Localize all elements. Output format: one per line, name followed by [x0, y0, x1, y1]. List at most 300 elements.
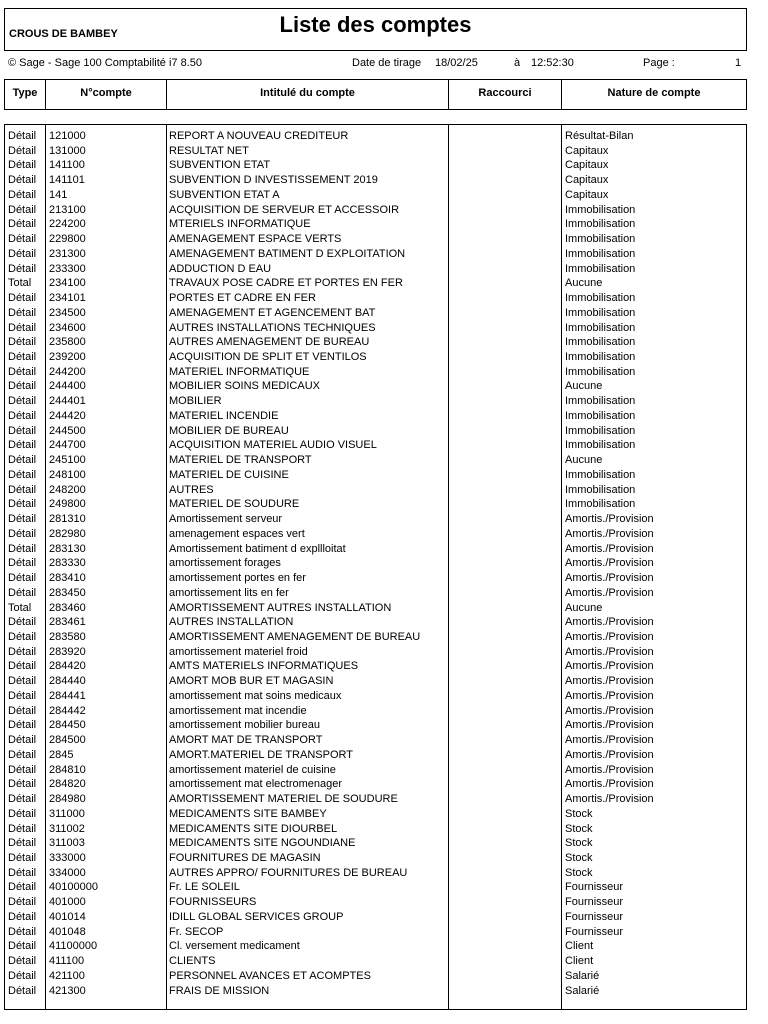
account-label-cell: AMTS MATERIELS INFORMATIQUES: [169, 660, 359, 673]
account-nature-cell: Fournisseur: [565, 881, 624, 894]
account-type-cell: Détail: [8, 174, 37, 187]
account-label-cell: MATERIEL DE TRANSPORT: [169, 454, 312, 467]
account-number-cell: 121000: [49, 130, 86, 142]
account-label-cell: AMENAGEMENT ET AGENCEMENT BAT: [169, 306, 376, 319]
account-nature-cell: Immobilisation: [565, 365, 636, 378]
account-type-cell: Détail: [8, 837, 37, 850]
account-number-cell: 131000: [49, 144, 86, 157]
account-type-cell: Détail: [8, 483, 37, 496]
account-label-cell: AMORT MAT DE TRANSPORT: [169, 734, 323, 747]
table-row: [5, 822, 746, 837]
account-number-cell: 311000: [49, 807, 85, 820]
account-nature-cell: Immobilisation: [565, 336, 636, 349]
account-nature-cell: Amortis./Provision: [565, 778, 654, 791]
table-row: [5, 173, 746, 188]
account-type-cell: Détail: [8, 630, 37, 643]
print-date-label: Date de tirage: [352, 57, 422, 69]
account-label-cell: CLIENTS: [169, 955, 216, 968]
account-label-cell: AMORTISSEMENT MATERIEL DE SOUDURE: [169, 793, 398, 806]
account-nature-cell: Amortis./Provision: [565, 527, 654, 540]
account-label-cell: ACQUISITION DE SERVEUR ET ACCESSOIR: [169, 203, 400, 216]
account-number-cell: 284450: [49, 719, 86, 732]
account-label-cell: MATERIEL DE CUISINE: [169, 468, 289, 481]
account-number-cell: 284420: [49, 660, 86, 673]
table-row: [5, 939, 746, 954]
account-nature-cell: Immobilisation: [565, 292, 636, 305]
table-row: [5, 291, 746, 306]
account-label-cell: RESULTAT NET: [169, 144, 249, 157]
account-number-cell: 283130: [49, 542, 86, 555]
account-label-cell: ACQUISITION DE SPLIT ET VENTILOS: [169, 351, 367, 364]
account-nature-cell: Amortis./Provision: [565, 557, 654, 570]
account-nature-cell: Immobilisation: [565, 468, 636, 481]
account-nature-cell: Amortis./Provision: [565, 763, 654, 776]
account-nature-cell: Amortis./Provision: [565, 616, 654, 629]
table-row: [5, 129, 746, 144]
account-number-cell: 244401: [49, 395, 86, 408]
account-type-cell: Détail: [8, 969, 37, 982]
account-number-cell: 283330: [49, 557, 86, 570]
account-number-cell: 334000: [49, 866, 86, 879]
account-type-cell: Détail: [8, 660, 37, 673]
account-label-cell: amortissement forages: [169, 557, 281, 570]
account-type-cell: Détail: [8, 409, 37, 422]
table-row: [5, 792, 746, 807]
account-label-cell: AUTRES APPRO/ FOURNITURES DE BUREAU: [169, 866, 408, 879]
account-nature-cell: Immobilisation: [565, 218, 636, 231]
account-label-cell: AMENAGEMENT BATIMENT D EXPLOITATION: [169, 247, 406, 260]
account-label-cell: MTERIELS INFORMATIQUE: [169, 218, 311, 231]
account-nature-cell: Immobilisation: [565, 351, 636, 364]
table-row: [5, 733, 746, 748]
account-nature-cell: Amortis./Provision: [565, 542, 654, 555]
account-nature-cell: Salarié: [565, 984, 600, 997]
account-nature-cell: Client: [565, 940, 594, 953]
table-row: [5, 203, 746, 218]
table-row: [5, 438, 746, 453]
accounts-rows: [5, 129, 746, 998]
account-nature-cell: Amortis./Provision: [565, 719, 654, 732]
account-number-cell: 283410: [49, 572, 86, 585]
print-time: 12:52:30: [531, 57, 574, 69]
account-nature-cell: Immobilisation: [565, 203, 636, 216]
account-label-cell: Fr. SECOP: [169, 925, 224, 938]
account-nature-cell: Client: [565, 955, 594, 968]
account-number-cell: 244700: [49, 439, 86, 452]
table-row: [5, 379, 746, 394]
account-nature-cell: Capitaux: [565, 144, 609, 157]
table-row: [5, 645, 746, 660]
column-header-nature: Nature de compte: [561, 80, 746, 109]
account-number-cell: 141100: [49, 159, 85, 172]
account-nature-cell: Immobilisation: [565, 483, 636, 496]
account-label-cell: ACQUISITION MATERIEL AUDIO VISUEL: [169, 439, 377, 452]
table-row: [5, 350, 746, 365]
account-label-cell: amortissement mobilier bureau: [169, 719, 321, 732]
account-number-cell: 213100: [49, 203, 86, 216]
account-label-cell: FOURNITURES DE MAGASIN: [169, 851, 321, 864]
account-type-cell: Détail: [8, 807, 37, 820]
account-number-cell: 249800: [49, 498, 86, 511]
account-label-cell: MEDICAMENTS SITE DIOURBEL: [169, 822, 338, 835]
account-nature-cell: Amortis./Provision: [565, 630, 654, 643]
account-number-cell: 244400: [49, 380, 86, 393]
account-label-cell: ADDUCTION D EAU: [169, 262, 272, 275]
account-number-cell: 284442: [49, 704, 86, 717]
account-type-cell: Détail: [8, 689, 37, 702]
accounts-table: [4, 124, 747, 1010]
account-type-cell: Détail: [8, 218, 37, 231]
account-label-cell: MATERIEL INCENDIE: [169, 409, 279, 422]
account-number-cell: 283461: [49, 616, 86, 629]
account-number-cell: 421300: [49, 984, 86, 997]
account-nature-cell: Amortis./Provision: [565, 660, 654, 673]
account-label-cell: FRAIS DE MISSION: [169, 984, 270, 997]
table-row: [5, 542, 746, 557]
account-nature-cell: Aucune: [565, 454, 603, 467]
account-type-cell: Détail: [8, 247, 37, 260]
column-header-label: Intitulé du compte: [166, 80, 448, 109]
table-row: [5, 866, 746, 881]
table-row: [5, 217, 746, 232]
account-label-cell: amenagement espaces vert: [169, 527, 305, 540]
account-nature-cell: Amortis./Provision: [565, 734, 654, 747]
account-number-cell: 231300: [49, 247, 86, 260]
table-row: [5, 232, 746, 247]
account-type-cell: Total: [8, 601, 32, 614]
account-label-cell: amortissement mat soins medicaux: [169, 689, 342, 702]
account-label-cell: MEDICAMENTS SITE NGOUNDIANE: [169, 837, 356, 850]
table-row: [5, 512, 746, 527]
account-number-cell: 141: [49, 188, 68, 201]
account-type-cell: Détail: [8, 527, 37, 540]
account-nature-cell: Amortis./Provision: [565, 748, 654, 761]
page-number: 1: [735, 57, 742, 69]
account-nature-cell: Aucune: [565, 601, 603, 614]
account-type-cell: Détail: [8, 321, 37, 334]
account-nature-cell: Immobilisation: [565, 233, 636, 246]
account-type-cell: Détail: [8, 866, 37, 879]
account-nature-cell: Immobilisation: [565, 247, 636, 260]
table-row: [5, 630, 746, 645]
account-nature-cell: Immobilisation: [565, 262, 636, 275]
table-row: [5, 453, 746, 468]
account-type-cell: Détail: [8, 734, 37, 747]
account-nature-cell: Immobilisation: [565, 424, 636, 437]
account-nature-cell: Amortis./Provision: [565, 675, 654, 688]
account-type-cell: Détail: [8, 468, 37, 481]
account-label-cell: MATERIEL DE SOUDURE: [169, 498, 300, 511]
account-type-cell: Détail: [8, 395, 37, 408]
account-type-cell: Détail: [8, 336, 37, 349]
table-row: [5, 925, 746, 940]
account-number-cell: 229800: [49, 233, 86, 246]
account-number-cell: 311003: [49, 837, 85, 850]
account-nature-cell: Fournisseur: [565, 896, 624, 909]
account-type-cell: Détail: [8, 557, 37, 570]
table-row: [5, 777, 746, 792]
account-type-cell: Détail: [8, 616, 37, 629]
account-type-cell: Détail: [8, 763, 37, 776]
table-row: [5, 497, 746, 512]
account-nature-cell: Amortis./Provision: [565, 586, 654, 599]
account-type-cell: Total: [8, 277, 32, 290]
account-number-cell: 282980: [49, 527, 86, 540]
account-number-cell: 283450: [49, 586, 86, 599]
print-time-label: à: [514, 57, 521, 69]
account-type-cell: Détail: [8, 513, 37, 526]
table-row: [5, 984, 746, 999]
account-label-cell: PORTES ET CADRE EN FER: [169, 292, 316, 305]
account-number-cell: 333000: [49, 851, 86, 864]
account-nature-cell: Capitaux: [565, 188, 609, 201]
account-type-cell: Détail: [8, 144, 37, 157]
column-header-row: [4, 79, 747, 110]
account-label-cell: amortissement lits en fer: [169, 586, 289, 599]
table-row: [5, 880, 746, 895]
account-number-cell: 141101: [49, 174, 85, 187]
account-number-cell: 41100000: [49, 940, 98, 953]
account-type-cell: Détail: [8, 793, 37, 806]
table-row: [5, 335, 746, 350]
account-label-cell: AUTRES INSTALLATIONS TECHNIQUES: [169, 321, 376, 334]
account-nature-cell: Immobilisation: [565, 498, 636, 511]
account-label-cell: FOURNISSEURS: [169, 896, 257, 909]
column-header-shortcut: Raccourci: [448, 80, 561, 109]
table-row: [5, 704, 746, 719]
account-nature-cell: Stock: [565, 822, 593, 835]
account-number-cell: 233300: [49, 262, 86, 275]
account-nature-cell: Immobilisation: [565, 409, 636, 422]
account-type-cell: Détail: [8, 955, 37, 968]
account-number-cell: 235800: [49, 336, 86, 349]
account-label-cell: AMORTISSEMENT AMENAGEMENT DE BUREAU: [169, 630, 421, 643]
account-number-cell: 234500: [49, 306, 86, 319]
account-number-cell: 244420: [49, 409, 86, 422]
table-row: [5, 674, 746, 689]
account-label-cell: IDILL GLOBAL SERVICES GROUP: [169, 910, 344, 923]
table-row: [5, 571, 746, 586]
account-number-cell: 411100: [49, 955, 85, 968]
account-type-cell: Détail: [8, 439, 37, 452]
account-label-cell: amortissement materiel froid: [169, 645, 308, 658]
account-number-cell: 311002: [49, 822, 85, 835]
account-number-cell: 244500: [49, 424, 86, 437]
table-row: [5, 718, 746, 733]
table-row: [5, 365, 746, 380]
account-label-cell: amortissement portes en fer: [169, 572, 306, 585]
account-nature-cell: Fournisseur: [565, 910, 624, 923]
account-nature-cell: Immobilisation: [565, 439, 636, 452]
account-nature-cell: Stock: [565, 866, 593, 879]
account-nature-cell: Aucune: [565, 380, 603, 393]
account-type-cell: Détail: [8, 778, 37, 791]
account-type-cell: Détail: [8, 984, 37, 997]
account-label-cell: AMORTISSEMENT AUTRES INSTALLATION: [169, 601, 392, 614]
account-nature-cell: Amortis./Provision: [565, 645, 654, 658]
table-row: [5, 659, 746, 674]
account-number-cell: 284820: [49, 778, 86, 791]
account-number-cell: 284440: [49, 675, 86, 688]
account-nature-cell: Résultat-Bilan: [565, 130, 634, 142]
print-date: 18/02/25: [435, 57, 478, 69]
account-number-cell: 248200: [49, 483, 86, 496]
account-nature-cell: Amortis./Provision: [565, 572, 654, 585]
account-type-cell: Détail: [8, 424, 37, 437]
account-type-cell: Détail: [8, 851, 37, 864]
account-type-cell: Détail: [8, 233, 37, 246]
account-label-cell: Amortissement batiment d expllloitat: [169, 542, 346, 555]
account-number-cell: 234600: [49, 321, 86, 334]
table-row: [5, 910, 746, 925]
account-label-cell: Fr. LE SOLEIL: [169, 881, 240, 894]
account-number-cell: 283580: [49, 630, 86, 643]
table-row: [5, 468, 746, 483]
account-type-cell: Détail: [8, 645, 37, 658]
account-number-cell: 281310: [49, 513, 86, 526]
account-type-cell: Détail: [8, 748, 37, 761]
account-label-cell: MATERIEL INFORMATIQUE: [169, 365, 310, 378]
account-number-cell: 401000: [49, 896, 86, 909]
account-type-cell: Détail: [8, 262, 37, 275]
account-type-cell: Détail: [8, 203, 37, 216]
account-label-cell: AMORT MOB BUR ET MAGASIN: [169, 675, 334, 688]
account-number-cell: 284441: [49, 689, 86, 702]
account-type-cell: Détail: [8, 675, 37, 688]
table-row: [5, 321, 746, 336]
account-type-cell: Détail: [8, 292, 37, 305]
account-number-cell: 284810: [49, 763, 86, 776]
report-title-box: [4, 8, 747, 51]
table-row: [5, 188, 746, 203]
account-type-cell: Détail: [8, 940, 37, 953]
account-label-cell: MEDICAMENTS SITE BAMBEY: [169, 807, 327, 820]
page-title: Liste des comptes: [279, 12, 472, 37]
account-number-cell: 284500: [49, 734, 86, 747]
account-number-cell: 224200: [49, 218, 86, 231]
table-row: [5, 247, 746, 262]
account-label-cell: TRAVAUX POSE CADRE ET PORTES EN FER: [169, 277, 403, 290]
account-type-cell: Détail: [8, 910, 37, 923]
software-version: © Sage - Sage 100 Comptabilité i7 8.50: [8, 57, 203, 69]
account-type-cell: Détail: [8, 586, 37, 599]
table-row: [5, 748, 746, 763]
account-label-cell: SUBVENTION D INVESTISSEMENT 2019: [169, 174, 378, 187]
account-type-cell: Détail: [8, 704, 37, 717]
account-number-cell: 245100: [49, 454, 86, 467]
account-type-cell: Détail: [8, 188, 37, 201]
account-label-cell: Cl. versement medicament: [169, 940, 300, 953]
table-row: [5, 262, 746, 277]
account-nature-cell: Amortis./Provision: [565, 689, 654, 702]
account-label-cell: AUTRES AMENAGEMENT DE BUREAU: [169, 336, 370, 349]
account-number-cell: 40100000: [49, 881, 98, 894]
account-number-cell: 283460: [49, 601, 86, 614]
account-label-cell: REPORT A NOUVEAU CREDITEUR: [169, 130, 349, 142]
account-nature-cell: Stock: [565, 851, 593, 864]
account-type-cell: Détail: [8, 351, 37, 364]
account-nature-cell: Amortis./Provision: [565, 513, 654, 526]
account-label-cell: AUTRES INSTALLATION: [169, 616, 294, 629]
table-row: [5, 763, 746, 778]
account-type-cell: Détail: [8, 130, 37, 142]
account-type-cell: Détail: [8, 306, 37, 319]
account-nature-cell: Fournisseur: [565, 925, 624, 938]
company-name: CROUS DE BAMBEY: [9, 28, 118, 40]
table-row: [5, 969, 746, 984]
account-type-cell: Détail: [8, 159, 37, 172]
account-label-cell: AUTRES: [169, 483, 214, 496]
account-number-cell: 234100: [49, 277, 86, 290]
account-nature-cell: Amortis./Provision: [565, 793, 654, 806]
account-number-cell: 244200: [49, 365, 86, 378]
account-label-cell: SUBVENTION ETAT A: [169, 188, 280, 201]
account-nature-cell: Aucune: [565, 277, 603, 290]
table-row: [5, 158, 746, 173]
table-row: [5, 601, 746, 616]
account-number-cell: 284980: [49, 793, 86, 806]
table-row: [5, 144, 746, 159]
table-row: [5, 276, 746, 291]
account-type-cell: Détail: [8, 822, 37, 835]
account-nature-cell: Immobilisation: [565, 306, 636, 319]
table-row: [5, 689, 746, 704]
table-row: [5, 807, 746, 822]
account-label-cell: amortissement materiel de cuisine: [169, 763, 336, 776]
account-type-cell: Détail: [8, 572, 37, 585]
table-row: [5, 409, 746, 424]
account-nature-cell: Stock: [565, 837, 593, 850]
account-label-cell: PERSONNEL AVANCES ET ACOMPTES: [169, 969, 371, 982]
table-row: [5, 306, 746, 321]
account-type-cell: Détail: [8, 498, 37, 511]
table-row: [5, 483, 746, 498]
account-type-cell: Détail: [8, 542, 37, 555]
account-label-cell: Amortissement serveur: [169, 513, 283, 526]
account-nature-cell: Immobilisation: [565, 321, 636, 334]
table-row: [5, 424, 746, 439]
account-nature-cell: Capitaux: [565, 174, 609, 187]
account-label-cell: MOBILIER SOINS MEDICAUX: [169, 380, 320, 393]
column-header-number: N°compte: [45, 80, 166, 109]
account-number-cell: 421100: [49, 969, 85, 982]
account-number-cell: 248100: [49, 468, 86, 481]
table-row: [5, 615, 746, 630]
account-number-cell: 283920: [49, 645, 86, 658]
table-row: [5, 954, 746, 969]
account-number-cell: 234101: [49, 292, 86, 305]
account-label-cell: MOBILIER DE BUREAU: [169, 424, 289, 437]
table-row: [5, 836, 746, 851]
table-row: [5, 851, 746, 866]
page-label: Page :: [643, 57, 675, 69]
account-label-cell: amortissement mat incendie: [169, 704, 307, 717]
table-row: [5, 527, 746, 542]
account-number-cell: 2845: [49, 748, 74, 761]
account-type-cell: Détail: [8, 881, 37, 894]
account-type-cell: Détail: [8, 896, 37, 909]
account-nature-cell: Stock: [565, 807, 593, 820]
column-header-type: Type: [12, 87, 38, 99]
account-type-cell: Détail: [8, 719, 37, 732]
table-row: [5, 586, 746, 601]
account-number-cell: 401014: [49, 910, 86, 923]
account-number-cell: 401048: [49, 925, 86, 938]
table-row: [5, 895, 746, 910]
account-nature-cell: Salarié: [565, 969, 600, 982]
account-label-cell: AMORT.MATERIEL DE TRANSPORT: [169, 748, 353, 761]
account-type-cell: Détail: [8, 925, 37, 938]
